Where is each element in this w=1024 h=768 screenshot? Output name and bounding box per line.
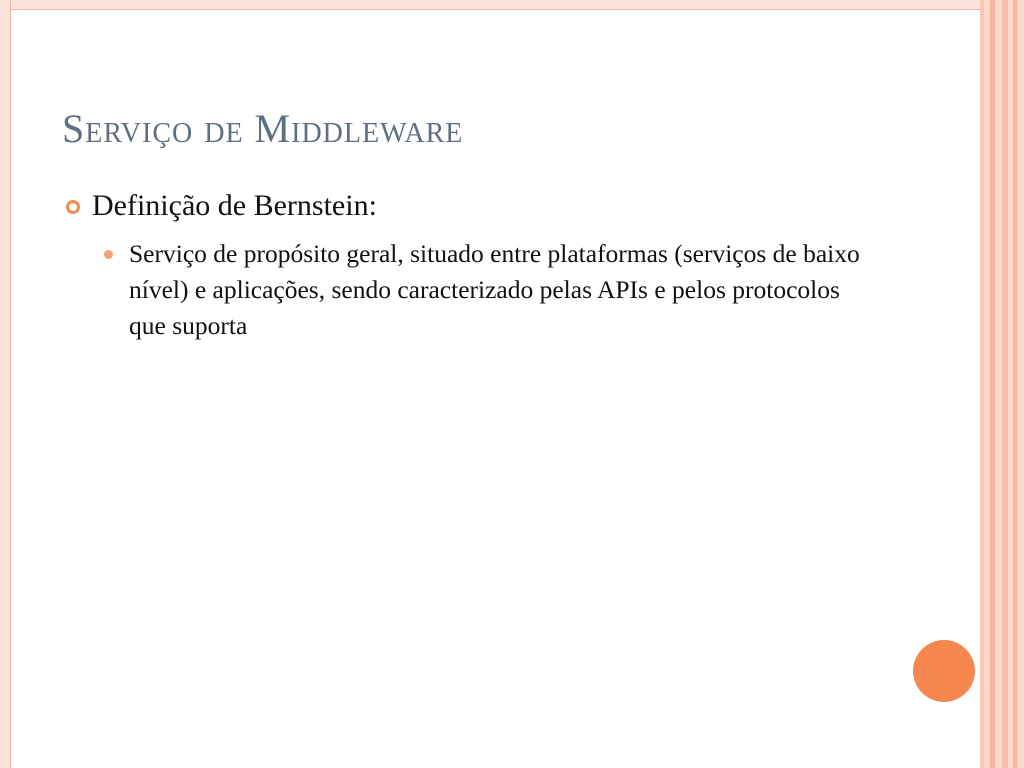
- sub-bullet-item: [104, 236, 884, 344]
- right-stripe-2: [990, 0, 995, 768]
- frame-top-border: [0, 0, 1024, 10]
- right-stripe-4: [1013, 0, 1017, 768]
- right-stripe-1: [980, 0, 984, 768]
- frame-left-border: [0, 0, 11, 768]
- bullet-list: [62, 186, 942, 226]
- accent-circle-decoration: [913, 640, 975, 702]
- slide-title: Serviço de Middleware: [62, 106, 464, 151]
- bullet-item: [62, 186, 942, 226]
- bullet-text: Definição de Bernstein:: [92, 189, 377, 222]
- sub-bullet-text: Serviço de propósito geral, situado entre plataformas (serviços de baixo nível) e aplicações, sendo caracterizado pelas APIs e pelos protocolos que suporta: [129, 239, 860, 340]
- right-stripe-3: [1002, 0, 1008, 768]
- dot-bullet-icon: [104, 250, 113, 259]
- ring-bullet-icon: [66, 200, 80, 214]
